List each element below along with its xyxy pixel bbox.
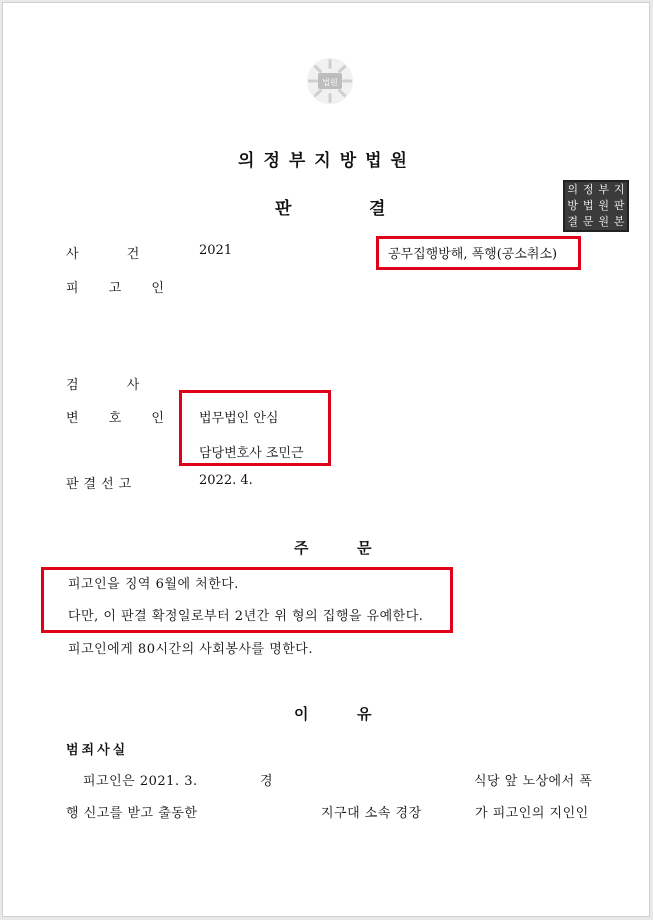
document-page	[2, 2, 650, 917]
facts-line1-c: 식당 앞 노상에서 폭	[474, 774, 593, 789]
order-line-3: 피고인에게 80시간의 사회봉사를 명한다.	[68, 642, 313, 657]
highlight-counsel	[179, 390, 331, 466]
facts-line2-c: 가 피고인의 지인인	[475, 806, 589, 821]
highlight-charge	[376, 236, 581, 270]
case-number: 2021	[199, 243, 233, 258]
svg-text:법원: 법원	[322, 78, 338, 87]
order-heading-left: 주	[294, 539, 309, 557]
facts-line2-a: 행 신고를 받고 출동한	[66, 806, 198, 821]
court-emblem-icon	[306, 57, 354, 105]
reason-heading-left: 이	[294, 705, 309, 723]
court-name: 의정부지방법원	[238, 151, 416, 171]
official-seal-stamp: 의 정 부 지 방 법 원 판 결 문 원 본	[563, 180, 629, 232]
field-label-prosecutor: 검 사	[66, 378, 162, 393]
order-line-2: 다만, 이 판결 확정일로부터 2년간 위 형의 집행을 유예한다.	[68, 609, 424, 624]
field-label-case: 사 건	[66, 247, 162, 262]
order-line-1: 피고인을 징역 6월에 처한다.	[68, 577, 239, 592]
counsel-firm: 법무법인 안심	[199, 411, 279, 426]
facts-line1-b: 경	[260, 774, 274, 789]
highlight-order	[41, 567, 453, 633]
order-heading-right: 문	[357, 539, 372, 557]
crime-facts-heading: 범죄사실	[66, 743, 129, 758]
title-char-right: 결	[369, 199, 386, 219]
counsel-attorney: 담당변호사 조민근	[199, 446, 304, 461]
field-label-sentence-date: 판결선고	[66, 477, 137, 492]
facts-line2-b: 지구대 소속 경장	[321, 806, 422, 821]
title-char-left: 판	[275, 199, 292, 219]
sentence-date: 2022. 4.	[199, 473, 253, 488]
field-label-counsel: 변 호 인	[66, 411, 177, 426]
reason-heading-right: 유	[357, 705, 372, 723]
field-label-defendant: 피 고 인	[66, 281, 177, 296]
case-charge: 공무집행방해, 폭행(공소취소)	[388, 247, 558, 262]
facts-line1-a: 피고인은 2021. 3.	[83, 774, 198, 789]
